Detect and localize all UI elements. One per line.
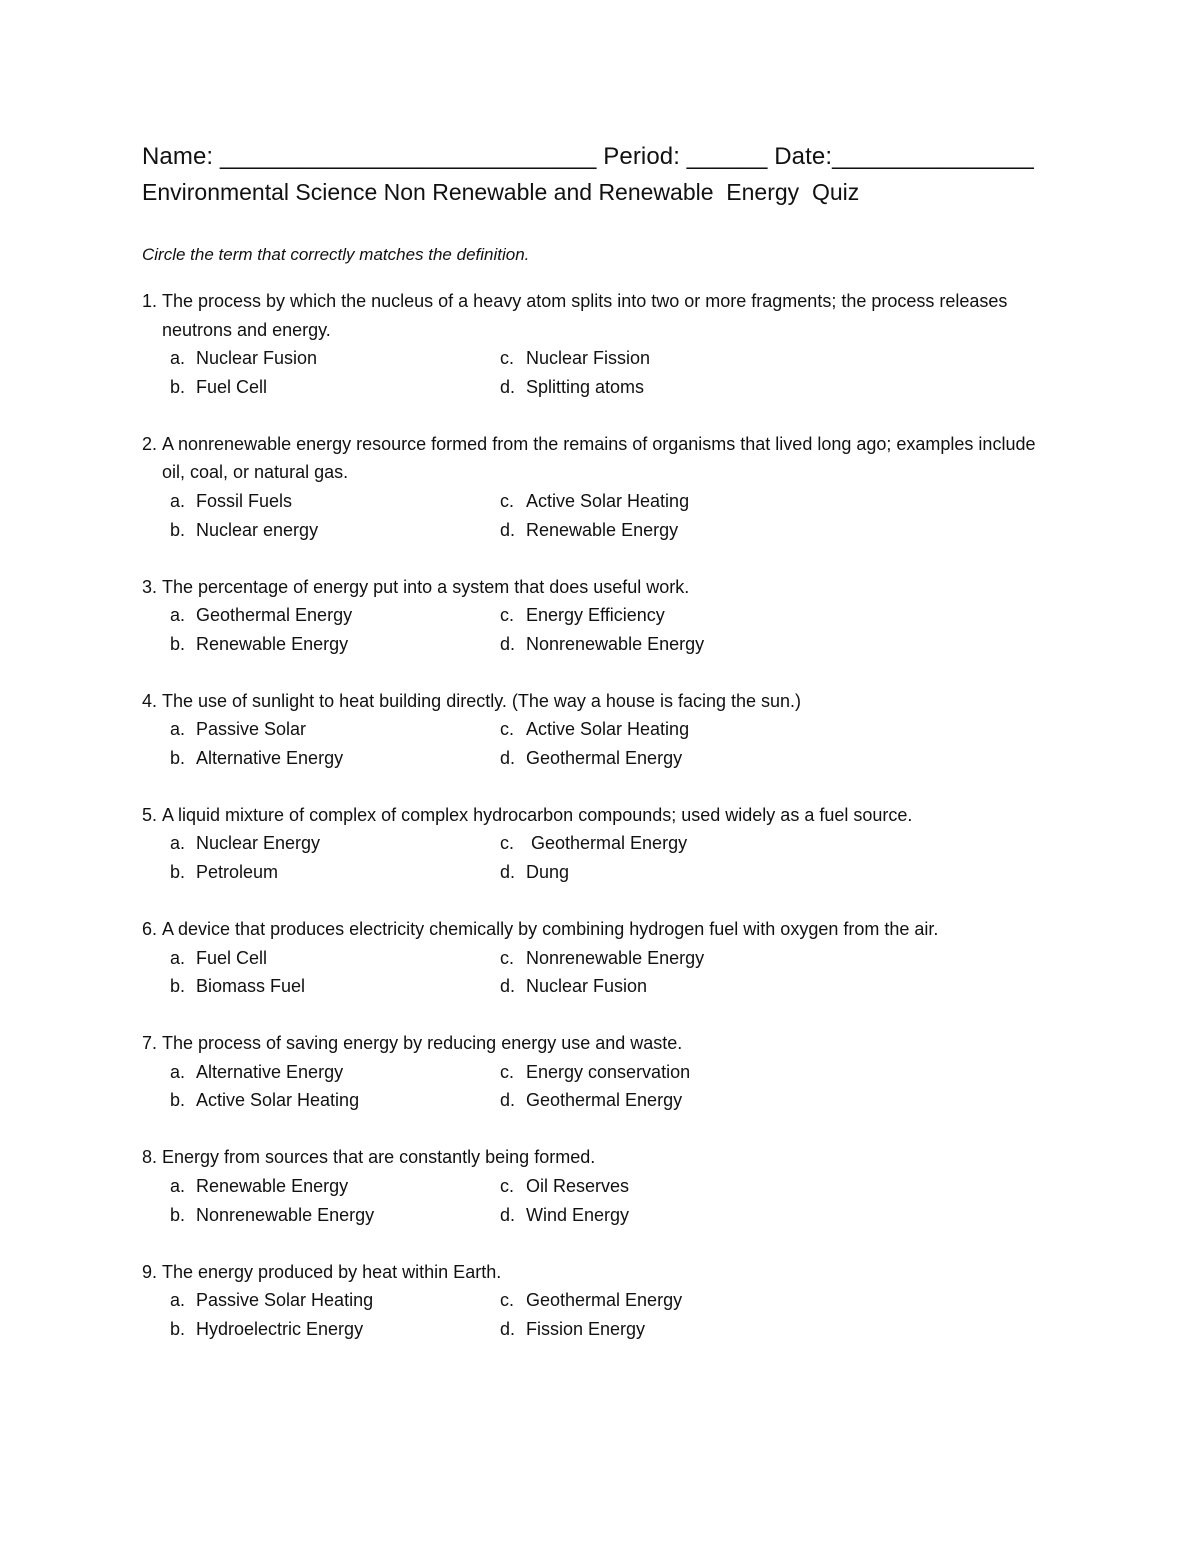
answer-option[interactable] bbox=[170, 829, 500, 858]
question-3 bbox=[142, 573, 1062, 659]
option-letter: a. bbox=[170, 1061, 186, 1082]
option-text: Dung bbox=[526, 862, 570, 883]
answer-option[interactable] bbox=[170, 715, 500, 744]
option-letter: b. bbox=[170, 519, 186, 540]
question-text: The process of saving energy by reducing energy use and waste. bbox=[162, 1033, 683, 1054]
question-text: A device that produces electricity chemically by combining hydrogen fuel with oxygen from the air. bbox=[162, 919, 939, 940]
answer-option[interactable] bbox=[170, 344, 500, 373]
option-letter: a. bbox=[170, 348, 186, 369]
answer-option[interactable] bbox=[500, 487, 830, 516]
question-list bbox=[142, 287, 1062, 1372]
question-9 bbox=[142, 1258, 1062, 1344]
question-number: 1. bbox=[142, 291, 158, 311]
question-number: 4. bbox=[142, 690, 158, 711]
instructions: Circle the term that correctly matches the definition. bbox=[142, 245, 530, 264]
answer-option[interactable] bbox=[170, 1086, 500, 1115]
question-number: 6. bbox=[142, 919, 158, 940]
question-7 bbox=[142, 1029, 1062, 1115]
option-text: Nuclear Energy bbox=[196, 833, 321, 854]
option-letter: a. bbox=[170, 833, 186, 854]
question-text: A nonrenewable energy resource formed from the remains of organisms that lived long ago; examples include oil, coal, or natural gas. bbox=[162, 433, 1036, 483]
answer-option[interactable] bbox=[170, 1201, 500, 1230]
answer-option[interactable] bbox=[500, 601, 830, 630]
answer-option[interactable] bbox=[170, 630, 500, 659]
option-letter: c. bbox=[500, 490, 515, 511]
option-letter: d. bbox=[500, 633, 516, 654]
option-text: Renewable Energy bbox=[196, 633, 349, 654]
answer-options bbox=[142, 829, 1062, 886]
option-letter: d. bbox=[500, 1090, 516, 1111]
question-text: Energy from sources that are constantly being formed. bbox=[162, 1147, 596, 1168]
option-text: Nuclear Fission bbox=[526, 348, 651, 369]
option-text: Geothermal Energy bbox=[196, 605, 353, 626]
option-letter: d. bbox=[500, 1204, 516, 1225]
option-text: Biomass Fuel bbox=[196, 976, 306, 997]
option-text: Nuclear Fusion bbox=[526, 976, 648, 997]
answer-options bbox=[142, 344, 1062, 401]
answer-option[interactable] bbox=[500, 829, 830, 858]
quiz-title: Environmental Science Non Renewable and Renewable Energy Quiz bbox=[142, 179, 860, 205]
option-letter: d. bbox=[500, 862, 516, 883]
question-stem bbox=[142, 915, 1062, 944]
option-text: Energy conservation bbox=[526, 1061, 691, 1082]
answer-option[interactable] bbox=[170, 944, 500, 973]
option-letter: a. bbox=[170, 605, 186, 626]
option-text: Nuclear Fusion bbox=[196, 348, 318, 369]
question-4 bbox=[142, 687, 1062, 773]
question-number: 2. bbox=[142, 433, 158, 454]
answer-option[interactable] bbox=[500, 944, 830, 973]
answer-options bbox=[142, 715, 1062, 772]
option-letter: b. bbox=[170, 376, 186, 397]
option-letter: d. bbox=[500, 519, 516, 540]
answer-option[interactable] bbox=[500, 1086, 830, 1115]
option-letter: c. bbox=[500, 1175, 515, 1196]
option-letter: a. bbox=[170, 947, 186, 968]
option-text: Geothermal Energy bbox=[526, 1290, 683, 1311]
question-number: 3. bbox=[142, 576, 158, 597]
answer-option[interactable] bbox=[170, 1172, 500, 1201]
answer-options bbox=[142, 944, 1062, 1001]
option-text: Petroleum bbox=[196, 862, 279, 883]
option-text: Nonrenewable Energy bbox=[526, 947, 705, 968]
question-5 bbox=[142, 801, 1062, 887]
answer-option[interactable] bbox=[170, 1315, 500, 1344]
option-letter: d. bbox=[500, 376, 516, 397]
question-text: The use of sunlight to heat building directly. (The way a house is facing the sun.) bbox=[162, 690, 802, 711]
student-info-line: Name: ____________________________ Period: ______ Date:_______________ bbox=[142, 143, 1034, 170]
option-text: Renewable Energy bbox=[196, 1175, 349, 1196]
question-text: A liquid mixture of complex of complex hydrocarbon compounds; used widely as a fuel source. bbox=[162, 804, 913, 825]
option-text: Oil Reserves bbox=[526, 1175, 630, 1196]
option-letter: d. bbox=[500, 1318, 516, 1339]
answer-option[interactable] bbox=[170, 858, 500, 887]
option-text: Splitting atoms bbox=[526, 376, 645, 397]
option-letter: c. bbox=[500, 947, 515, 968]
answer-option[interactable] bbox=[500, 516, 830, 545]
answer-option[interactable] bbox=[170, 487, 500, 516]
question-stem bbox=[142, 1029, 1062, 1058]
question-8 bbox=[142, 1143, 1062, 1229]
option-text: Fuel Cell bbox=[196, 947, 268, 968]
option-text: Hydroelectric Energy bbox=[196, 1318, 364, 1339]
option-letter: b. bbox=[170, 1204, 186, 1225]
answer-options bbox=[142, 1172, 1062, 1229]
option-text: Passive Solar Heating bbox=[196, 1290, 374, 1311]
option-letter: c. bbox=[500, 605, 515, 626]
option-letter: a. bbox=[170, 719, 186, 740]
answer-option[interactable] bbox=[500, 1315, 830, 1344]
option-text: Active Solar Heating bbox=[526, 490, 690, 511]
option-letter: b. bbox=[170, 633, 186, 654]
answer-option[interactable] bbox=[170, 744, 500, 773]
answer-option[interactable] bbox=[500, 344, 830, 373]
option-text: Nuclear energy bbox=[196, 519, 319, 540]
option-letter: b. bbox=[170, 976, 186, 997]
option-letter: c. bbox=[500, 833, 515, 854]
question-text: The percentage of energy put into a system that does useful work. bbox=[162, 576, 690, 597]
question-6 bbox=[142, 915, 1062, 1001]
option-letter: b. bbox=[170, 1090, 186, 1111]
question-text: The energy produced by heat within Earth. bbox=[162, 1261, 502, 1282]
answer-option[interactable] bbox=[170, 373, 500, 402]
answer-options bbox=[142, 601, 1062, 658]
answer-option[interactable] bbox=[170, 516, 500, 545]
answer-option[interactable] bbox=[500, 972, 830, 1001]
question-stem bbox=[142, 1258, 1062, 1287]
question-stem bbox=[142, 687, 1062, 716]
question-2 bbox=[142, 430, 1062, 544]
question-stem bbox=[142, 801, 1062, 830]
question-number: 7. bbox=[142, 1033, 158, 1054]
answer-option[interactable] bbox=[500, 373, 830, 402]
option-letter: c. bbox=[500, 719, 515, 740]
question-1 bbox=[142, 287, 1062, 401]
option-letter: c. bbox=[500, 1061, 515, 1082]
question-number: 9. bbox=[142, 1261, 158, 1282]
option-letter: b. bbox=[170, 747, 186, 768]
option-text: Active Solar Heating bbox=[526, 719, 690, 740]
option-letter: a. bbox=[170, 490, 186, 511]
option-text: Wind Energy bbox=[526, 1204, 630, 1225]
option-text: Geothermal Energy bbox=[526, 1090, 683, 1111]
answer-option[interactable] bbox=[500, 1172, 830, 1201]
answer-option[interactable] bbox=[500, 630, 830, 659]
option-text: Alternative Energy bbox=[196, 747, 344, 768]
question-number: 5. bbox=[142, 804, 158, 825]
answer-option[interactable] bbox=[500, 1058, 830, 1087]
question-text: The process by which the nucleus of a heavy atom splits into two or more fragments; the process releases neutrons and energy. bbox=[162, 291, 1008, 340]
option-letter: d. bbox=[500, 976, 516, 997]
option-letter: a. bbox=[170, 1175, 186, 1196]
option-text: Fuel Cell bbox=[196, 376, 268, 397]
question-stem bbox=[142, 573, 1062, 602]
option-text: Renewable Energy bbox=[526, 519, 679, 540]
option-text: Fission Energy bbox=[526, 1318, 646, 1339]
answer-option[interactable] bbox=[170, 972, 500, 1001]
answer-option[interactable] bbox=[170, 1058, 500, 1087]
option-text: Nonrenewable Energy bbox=[526, 633, 705, 654]
option-letter: a. bbox=[170, 1290, 186, 1311]
option-text: Alternative Energy bbox=[196, 1061, 344, 1082]
option-letter: b. bbox=[170, 862, 186, 883]
option-text: Passive Solar bbox=[196, 719, 307, 740]
option-letter: c. bbox=[500, 1290, 515, 1311]
option-text: Active Solar Heating bbox=[196, 1090, 360, 1111]
answer-option[interactable] bbox=[500, 858, 830, 887]
option-letter: d. bbox=[500, 747, 516, 768]
option-text: Geothermal Energy bbox=[526, 747, 683, 768]
answer-option[interactable] bbox=[500, 715, 830, 744]
answer-options bbox=[142, 487, 1062, 544]
option-text: Geothermal Energy bbox=[526, 833, 688, 854]
question-stem bbox=[142, 1143, 1062, 1172]
question-number: 8. bbox=[142, 1147, 158, 1168]
answer-option[interactable] bbox=[500, 744, 830, 773]
option-text: Fossil Fuels bbox=[196, 490, 293, 511]
answer-option[interactable] bbox=[170, 601, 500, 630]
answer-option[interactable] bbox=[170, 1286, 500, 1315]
question-stem bbox=[142, 287, 1062, 344]
answer-options bbox=[142, 1058, 1062, 1115]
answer-options bbox=[142, 1286, 1062, 1343]
option-letter: b. bbox=[170, 1318, 186, 1339]
question-stem bbox=[142, 430, 1062, 487]
answer-option[interactable] bbox=[500, 1286, 830, 1315]
answer-option[interactable] bbox=[500, 1201, 830, 1230]
option-text: Energy Efficiency bbox=[526, 605, 665, 626]
option-letter: c. bbox=[500, 348, 515, 369]
option-text: Nonrenewable Energy bbox=[196, 1204, 375, 1225]
